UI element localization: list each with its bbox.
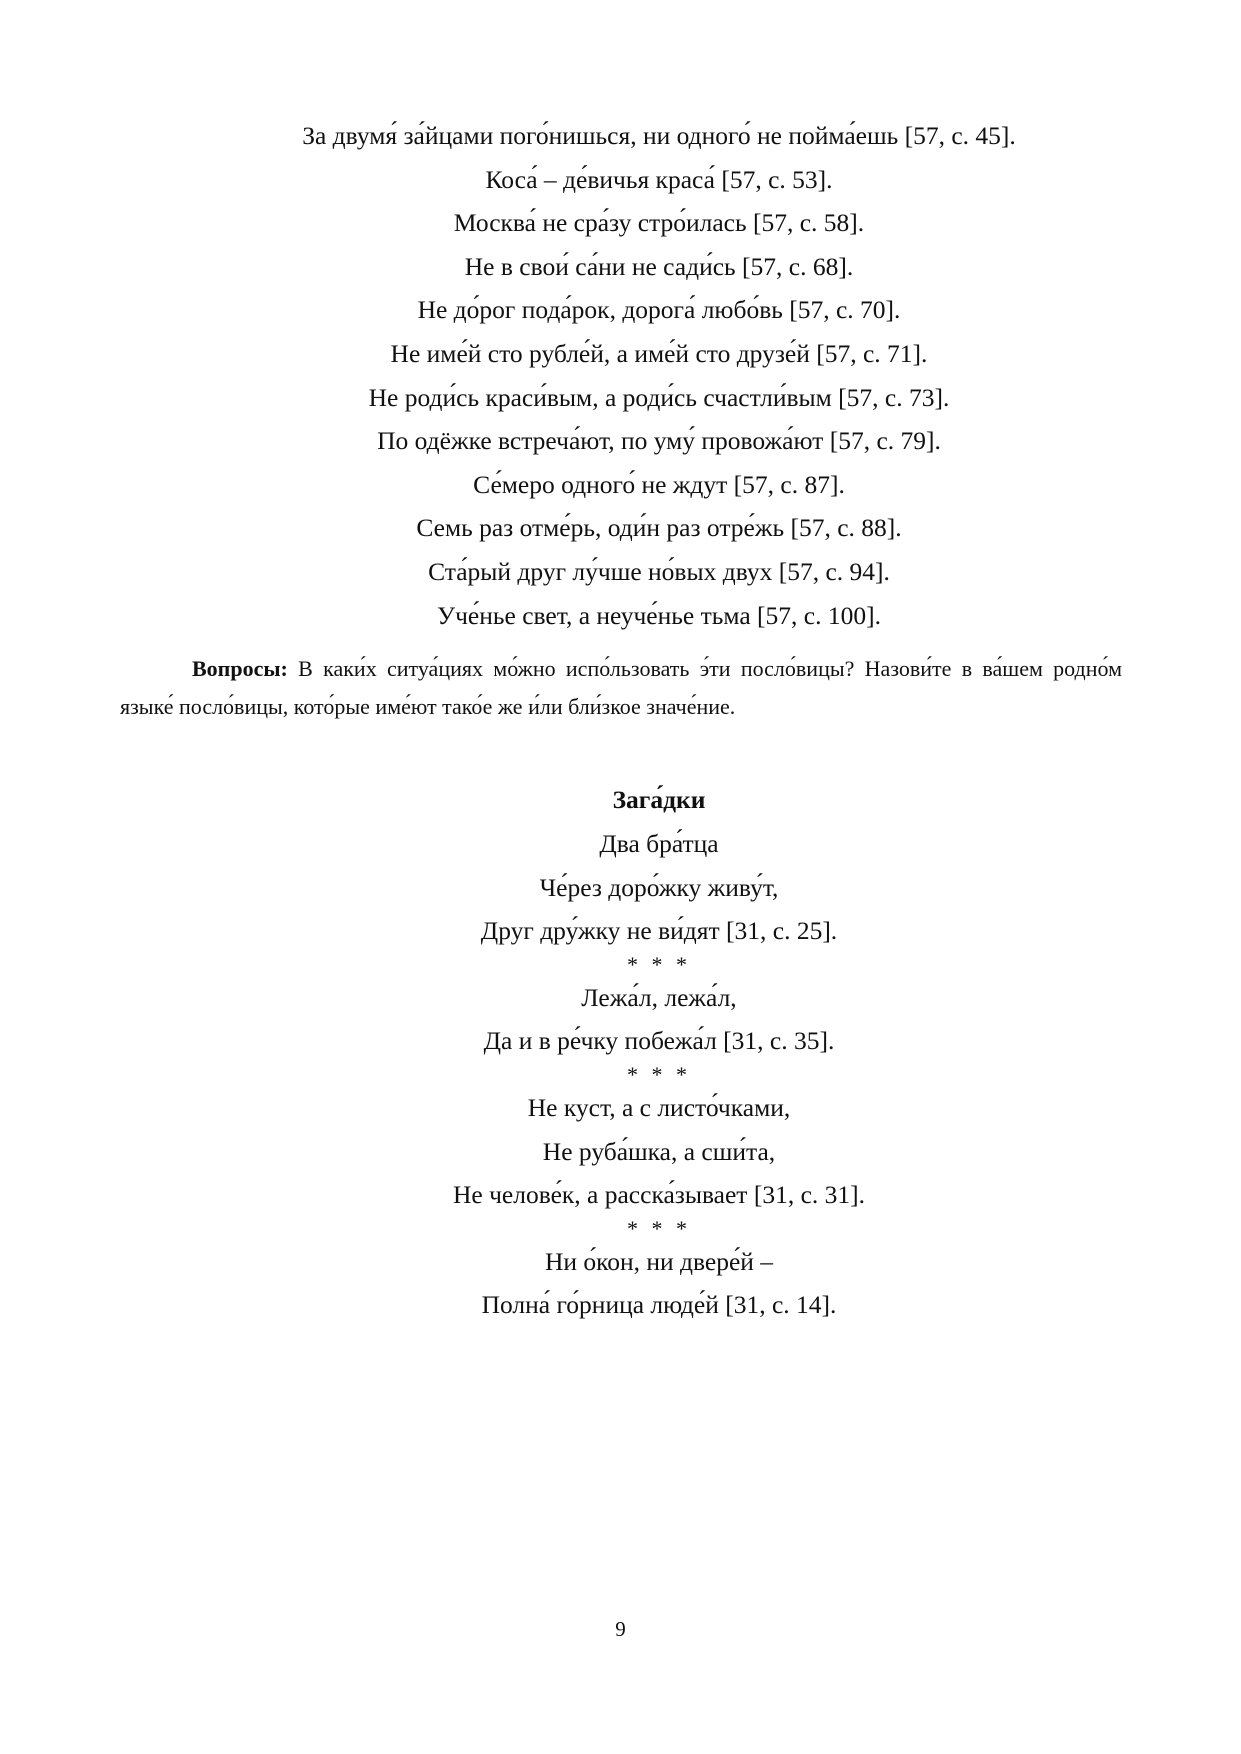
proverb-line: По одёжке встреча́ют, по уму́ провожа́ют [57, с. 79]. (377, 426, 941, 456)
proverb-line: Се́меро одного́ не ждут [57, с. 87]. (473, 469, 845, 499)
proverb-line: Семь раз отме́рь, оди́н раз отре́жь [57, с. 88]. (416, 513, 902, 543)
questions-text: В каки́х ситуа́циях мо́жно испо́льзовать э́ти посло́вицы? Назови́те в ва́шем родно́м языке́ посло́вицы, кото́рые име́ют тако́е же и́ли бли́зкое значе́ние. (120, 656, 1122, 719)
proverb-line: Ста́рый друг лу́чше но́вых двух [57, с. 94]. (428, 556, 890, 586)
riddle-line: Не челове́к, а расска́зывает [31, с. 31]. (452, 1180, 866, 1210)
riddles-heading: Зага́дки (612, 785, 706, 814)
proverb-line: Уче́нье свет, а неуче́нье тьма [57, с. 100]. (437, 600, 881, 630)
proverb-line: Не роди́сь краси́вым, а роди́сь счастли́вым [57, с. 73]. (368, 382, 950, 412)
questions-label: Вопросы: (192, 656, 288, 681)
page-number: 9 (615, 1617, 626, 1641)
riddle-line: Не руба́шка, а сши́та, (542, 1136, 776, 1166)
questions-paragraph (120, 650, 1122, 726)
proverb-line: Коса́ – де́вичья краса́ [57, с. 53]. (485, 164, 833, 194)
riddle-line: Че́рез доро́жку живу́т, (539, 872, 779, 902)
riddle-line: Не куст, а с листо́чками, (527, 1092, 791, 1122)
riddle-line: Два бра́тца (599, 829, 719, 858)
proverb-line: Не в свои́ са́ни не сади́сь [57, с. 68]. (464, 251, 854, 281)
riddles-list (120, 822, 1198, 1327)
riddle-line: Полна́ го́рница люде́й [31, с. 14]. (481, 1290, 837, 1320)
riddle-line: Друг дру́жку не ви́дят [31, с. 25]. (480, 916, 838, 946)
riddle-line: Да и в ре́чку побежа́л [31, с. 35]. (483, 1026, 835, 1056)
proverb-line: Не име́й сто рубле́й, а име́й сто друзе́й [57, с. 71]. (390, 338, 928, 368)
proverbs-list (120, 114, 1198, 637)
riddle-line: Ни о́кон, ни двере́й – (544, 1246, 774, 1276)
riddle-separator: * * * (627, 951, 691, 977)
proverb-line: За двумя́ за́йцами пого́нишься, ни одного́ не пойма́ешь [57, с. 45]. (302, 121, 1016, 150)
riddle-line: Лежа́л, лежа́л, (581, 982, 737, 1012)
proverb-line: Не до́рог пода́рок, дорога́ любо́вь [57, с. 70]. (417, 295, 901, 325)
riddle-separator: * * * (627, 1061, 691, 1087)
proverb-line: Москва́ не сра́зу стро́илась [57, с. 58]. (453, 208, 865, 238)
riddle-separator: * * * (627, 1215, 691, 1241)
